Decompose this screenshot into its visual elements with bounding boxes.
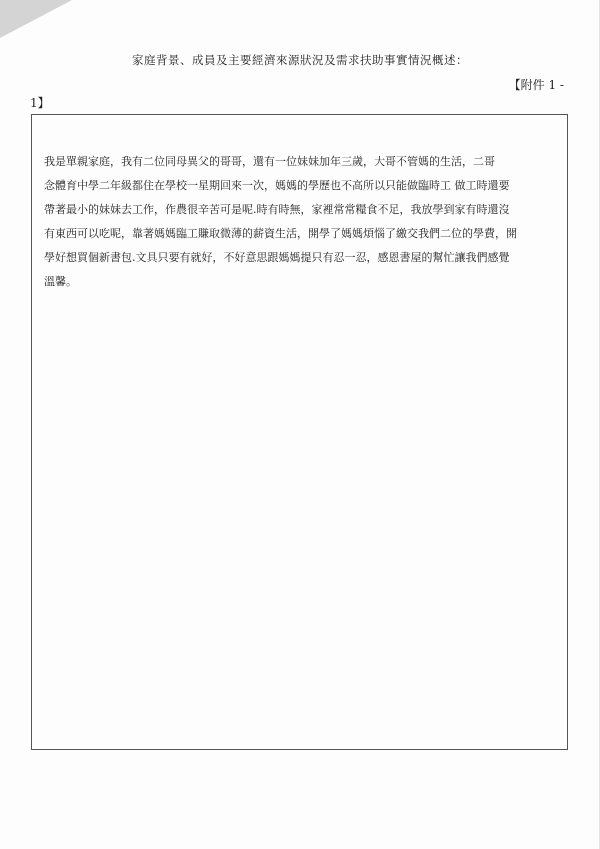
- scan-shadow-corner: [0, 0, 72, 38]
- document-title: 家庭背景、成員及主要經濟來源狀況及需求扶助事實情況概述：: [132, 53, 468, 67]
- body-line-5: 學好想買個新書包.文具只要有就好，不好意思跟媽媽提只有忍一忍，感恩書屋的幫忙讓我們感覺: [44, 251, 510, 264]
- attachment-label-continued: 1】: [30, 96, 50, 110]
- body-line-2: 念體育中學二年級都住在學校一星期回來一次，媽媽的學歷也不高所以只能做臨時工 做工時還要: [44, 179, 510, 192]
- body-line-3: 帶著最小的妹妹去工作，作農很辛苦可是呢.時有時無，家裡常常糧食不足，我放學到家有時還沒: [44, 203, 510, 216]
- body-line-6: 溫馨。: [44, 275, 77, 288]
- body-line-1: 我是單親家庭，我有二位同母異父的哥哥，還有一位妹妹加年三歲，大哥不管媽的生活，二哥: [44, 155, 495, 168]
- body-paragraph: [44, 150, 571, 294]
- body-line-4: 有東西可以吃呢，靠著媽媽臨工賺取微薄的薪資生活，開學了媽媽煩惱了繳交我們二位的學費，開: [44, 227, 517, 240]
- attachment-label: 【附件 1 -: [508, 78, 564, 92]
